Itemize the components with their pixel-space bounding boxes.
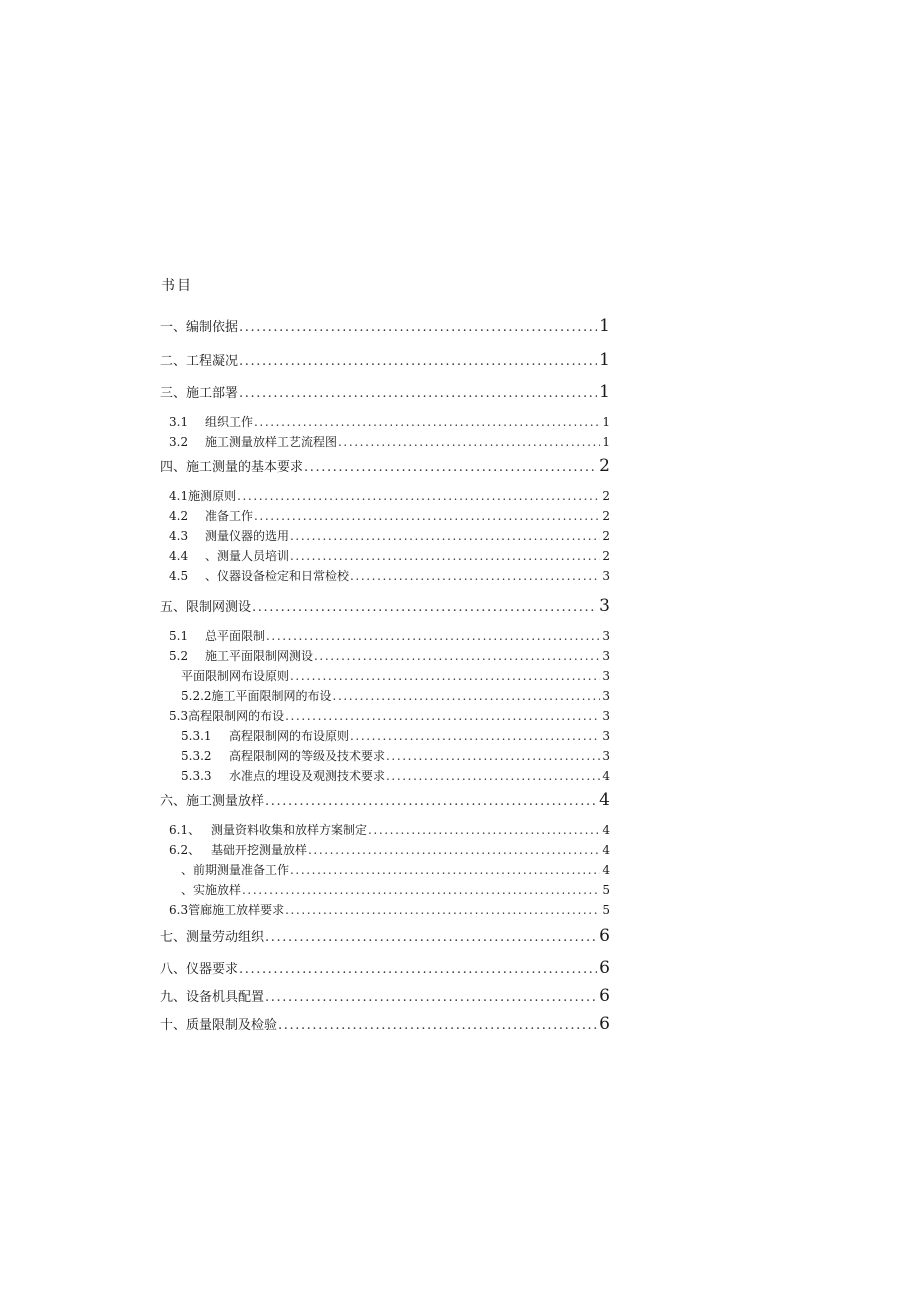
toc-entry-page-number: 2	[602, 509, 610, 523]
toc-entry-number: 3.2	[169, 435, 189, 449]
toc-entry-label: 五、限制网测设	[160, 600, 252, 615]
toc-entry-label: 5.3高程限制网的布设	[169, 709, 285, 723]
dot-leader	[254, 414, 600, 430]
toc-entry-number: 4.2	[169, 509, 189, 523]
toc-entry-number: 5.3.2	[181, 749, 212, 763]
toc-entry-number: 4.4	[169, 549, 189, 563]
toc-entry-page-number: 6	[599, 1014, 610, 1034]
dot-leader	[239, 320, 597, 336]
toc-entry-label: 、前期测量准备工作	[181, 863, 290, 877]
toc-entry-page-number: 6	[599, 926, 610, 946]
toc-entry-page-number: 2	[602, 529, 610, 543]
toc-entry-label: 水准点的埋设及观测技术要求	[229, 769, 386, 783]
dot-leader	[254, 508, 600, 524]
toc-entry-label: 总平面限制	[205, 629, 266, 643]
dot-leader	[239, 962, 597, 978]
toc-entry-page-number: 1	[599, 350, 610, 370]
toc-entry-label: 六、施工测量放样	[160, 794, 265, 809]
toc-entry-page-number: 2	[599, 456, 610, 476]
dot-leader	[338, 434, 600, 450]
toc-entry[interactable]	[160, 458, 610, 476]
dot-leader	[265, 990, 597, 1006]
toc-entry[interactable]	[181, 668, 610, 684]
toc-entry[interactable]	[160, 352, 610, 370]
dot-leader	[314, 648, 600, 664]
toc-entry-page-number: 3	[602, 629, 610, 643]
toc-entry-label: 十、质量限制及检验	[160, 1018, 278, 1033]
toc-entry-page-number: 3	[602, 649, 610, 663]
toc-entry[interactable]	[169, 508, 610, 524]
toc-entry[interactable]	[169, 708, 610, 724]
toc-entry[interactable]	[160, 318, 610, 336]
toc-entry-page-number: 6	[599, 958, 610, 978]
dot-leader	[290, 668, 600, 684]
toc-entry-label: 、仪器设备检定和日常检校	[205, 569, 350, 583]
toc-entry-page-number: 1	[602, 435, 610, 449]
toc-entry-label: 高程限制网的布设原则	[229, 729, 350, 743]
toc-entry-label: 测量仪器的选用	[205, 529, 290, 543]
toc-entry-page-number: 3	[602, 749, 610, 763]
toc-entry[interactable]	[169, 568, 610, 584]
toc-entry[interactable]	[169, 822, 610, 838]
dot-leader	[285, 708, 600, 724]
toc-entry[interactable]	[169, 902, 610, 918]
toc-entry-label: 6.3管廊施工放样要求	[169, 903, 285, 917]
toc-entry[interactable]	[160, 598, 610, 616]
toc-entry-page-number: 4	[602, 823, 610, 837]
dot-leader	[290, 548, 600, 564]
toc-entry-page-number: 4	[599, 790, 610, 810]
toc-entry-label: 二、工程凝况	[160, 354, 239, 369]
toc-entry-label: 4.1施测原则	[169, 489, 237, 503]
toc-entry-label: 5.2.2施工平面限制网的布设	[181, 689, 332, 703]
toc-entry-number: 6.2、	[169, 843, 201, 857]
toc-entry[interactable]	[181, 688, 610, 704]
toc-entry-page-number: 2	[602, 549, 610, 563]
toc-entry-label: 准备工作	[205, 509, 254, 523]
toc-entry-label: 一、编制依据	[160, 320, 239, 335]
toc-entry[interactable]	[160, 988, 610, 1006]
dot-leader	[304, 460, 597, 476]
toc-entry-number: 5.3.1	[181, 729, 212, 743]
toc-entry-label: 九、设备机具配置	[160, 990, 265, 1005]
dot-leader	[350, 568, 600, 584]
toc-entry-page-number: 6	[599, 986, 610, 1006]
dot-leader	[290, 862, 600, 878]
toc-entry[interactable]	[160, 960, 610, 978]
toc-entry[interactable]	[160, 792, 610, 810]
toc-entry-label: 组织工作	[205, 415, 254, 429]
toc-entry-label: 四、施工测量的基本要求	[160, 460, 304, 475]
toc-entry-page-number: 3	[602, 689, 610, 703]
dot-leader	[265, 930, 597, 946]
toc-entry-label: 平面限制网布设原则	[181, 669, 290, 683]
toc-entry[interactable]	[181, 862, 610, 878]
toc-entry-number: 4.3	[169, 529, 189, 543]
toc-entry[interactable]	[181, 882, 610, 898]
toc-title: 书目	[161, 278, 193, 294]
dot-leader	[239, 354, 597, 370]
dot-leader	[265, 794, 597, 810]
toc-entry-label: 施工测量放样工艺流程图	[205, 435, 338, 449]
toc-entry[interactable]	[181, 748, 610, 764]
toc-entry[interactable]	[181, 768, 610, 784]
toc-entry-label: 高程限制网的等级及技术要求	[229, 749, 386, 763]
toc-entry-page-number: 3	[602, 709, 610, 723]
toc-entry-page-number: 4	[602, 843, 610, 857]
dot-leader	[252, 600, 597, 616]
toc-entry[interactable]	[169, 648, 610, 664]
toc-entry-number: 3.1	[169, 415, 189, 429]
toc-entry-page-number: 5	[602, 903, 610, 917]
dot-leader	[386, 768, 600, 784]
dot-leader	[350, 728, 600, 744]
dot-leader	[386, 748, 600, 764]
toc-entry-label: 八、仪器要求	[160, 962, 239, 977]
toc-entry[interactable]	[169, 434, 610, 450]
toc-entry-page-number: 1	[599, 382, 610, 402]
toc-entry-label: 三、施工部署	[160, 386, 239, 401]
toc-entry-number: 5.3.3	[181, 769, 212, 783]
dot-leader	[278, 1018, 597, 1034]
toc-entry-label: 、实施放样	[181, 883, 242, 897]
toc-entry[interactable]	[160, 1016, 610, 1034]
toc-entry[interactable]	[160, 384, 610, 402]
toc-entry-label: 施工平面限制网测设	[205, 649, 314, 663]
toc-entry[interactable]	[169, 488, 610, 504]
toc-entry-page-number: 4	[602, 769, 610, 783]
dot-leader	[239, 386, 597, 402]
toc-entry[interactable]	[169, 414, 610, 430]
toc-entry[interactable]	[160, 928, 610, 946]
toc-entry[interactable]	[169, 548, 610, 564]
toc-entry-label: 、测量人员培训	[205, 549, 290, 563]
toc-entry-page-number: 3	[599, 596, 610, 616]
toc-entry-page-number: 3	[602, 729, 610, 743]
toc-entry-page-number: 1	[602, 415, 610, 429]
dot-leader	[242, 882, 600, 898]
toc-entry-page-number: 3	[602, 669, 610, 683]
toc-entry-page-number: 5	[602, 883, 610, 897]
toc-entry[interactable]	[169, 528, 610, 544]
toc-entry-page-number: 4	[602, 863, 610, 877]
toc-entry-label: 测量资料收集和放样方案制定	[211, 823, 368, 837]
dot-leader	[368, 822, 600, 838]
dot-leader	[308, 842, 600, 858]
dot-leader	[266, 628, 600, 644]
dot-leader	[237, 488, 600, 504]
toc-entry-page-number: 3	[602, 569, 610, 583]
toc-entry-label: 七、测量劳动组织	[160, 930, 265, 945]
toc-entry[interactable]	[169, 842, 610, 858]
toc-entry-number: 6.1、	[169, 823, 201, 837]
toc-entry-number: 5.2	[169, 649, 189, 663]
toc-entry-label: 基础开挖测量放样	[211, 843, 308, 857]
toc-entry[interactable]	[181, 728, 610, 744]
toc-entry-number: 4.5	[169, 569, 189, 583]
dot-leader	[290, 528, 600, 544]
toc-entry-number: 5.1	[169, 629, 189, 643]
toc-entry-page-number: 2	[602, 489, 610, 503]
toc-entry-page-number: 1	[599, 316, 610, 336]
dot-leader	[333, 688, 601, 704]
dot-leader	[285, 902, 600, 918]
toc-entry[interactable]	[169, 628, 610, 644]
